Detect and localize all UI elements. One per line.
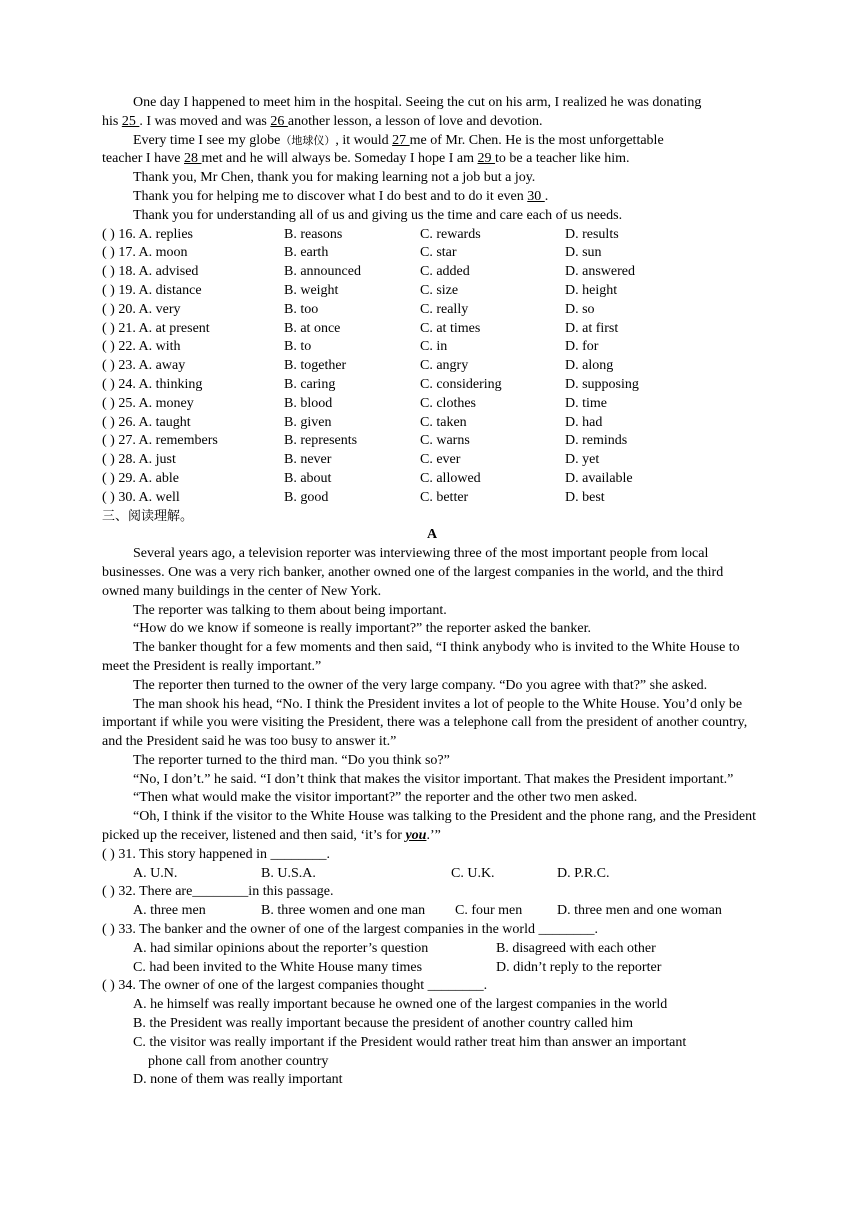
cloze-question: ( ) 21. A. at present B. at once C. at times D. at first — [102, 320, 619, 336]
blank-30: 30 — [527, 188, 545, 204]
reading-paragraph: The reporter then turned to the owner of the very large company. “Do you agree with that?” she asked. — [133, 677, 708, 693]
passage-line: One day I happened to meet him in the hospital. Seeing the cut on his arm, I realized he was donating — [133, 95, 702, 110]
passage-line: Every time I see my globe（地球仪）, it would 27 me of Mr. Chen. He is the most unforgettable — [133, 132, 664, 148]
option: A. had similar opinions about the reporter’s question — [133, 940, 429, 956]
reading-paragraph: “No, I don’t.” he said. “I don’t think that makes the visitor important. That makes the President important.” — [133, 771, 734, 787]
option: C. U.K. — [451, 865, 495, 881]
option: D. didn’t reply to the reporter — [496, 959, 662, 975]
emphasized-you: you — [405, 828, 427, 844]
cloze-question: ( ) 26. A. taught B. given C. taken D. had — [102, 414, 603, 430]
blank-28: 28 — [184, 151, 202, 167]
question-stem: ( ) 34. The owner of one of the largest companies thought ________. — [102, 978, 488, 994]
cloze-question: ( ) 18. A. advised B. announced C. added D. answered — [102, 264, 635, 280]
option: A. U.N. — [133, 865, 178, 881]
option: B. U.S.A. — [261, 865, 316, 881]
option: D. three men and one woman — [557, 903, 722, 919]
cloze-question: ( ) 22. A. with B. to C. in D. for — [102, 339, 599, 355]
reading-paragraph: The reporter was talking to them about being important. — [133, 602, 447, 618]
blank-29: 29 — [477, 151, 496, 167]
document-page — [102, 94, 762, 1090]
option: A. three men — [133, 903, 206, 919]
passage-line: teacher I have 28 met and he will always be. Someday I hope I am 29 to be a teacher like him. — [102, 151, 630, 167]
blank-25: 25 — [121, 113, 140, 129]
question-stem: ( ) 32. There are________in this passage. — [102, 884, 334, 900]
option: C. four men — [455, 903, 523, 919]
question-stem: ( ) 31. This story happened in ________. — [102, 846, 330, 862]
cloze-question: ( ) 28. A. just B. never C. ever D. yet — [102, 452, 600, 468]
reading-paragraph: The reporter turned to the third man. “Do you think so?” — [133, 752, 450, 768]
option: B. disagreed with each other — [496, 940, 656, 956]
question-options — [102, 902, 762, 921]
reading-paragraph: The banker thought for a few moments and then said, “I think anybody who is invited to the White House to meet the President is really important.” — [102, 640, 740, 674]
passage-line: his 25 . I was moved and was 26 another lesson, a lesson of love and devotion. — [102, 113, 543, 129]
reading-paragraph: Several years ago, a television reporter was interviewing three of the most important people from local businesses. One was a very rich banker, another owned one of the largest companies in the world, and the third owned many buildings in the center of New York. — [102, 546, 724, 599]
passage-line: Thank you, Mr Chen, thank you for making learning not a job but a joy. — [133, 170, 536, 186]
reading-paragraph: The man shook his head, “No. I think the President invites a lot of people to the White House. You’d only be important if while you were visiting the President, there was a telephone call from the president of another country, and the President said he was too busy to answer it.” — [102, 696, 748, 750]
cloze-question: ( ) 16. A. replies B. reasons C. rewards D. results — [102, 226, 619, 242]
option: B. three women and one man — [261, 903, 426, 919]
option-continuation: phone call from another country — [148, 1053, 329, 1069]
reading-paragraph: “How do we know if someone is really important?” the reporter asked the banker. — [133, 621, 591, 637]
cloze-question: ( ) 30. A. well B. good C. better D. best — [102, 489, 605, 505]
cloze-question: ( ) 19. A. distance B. weight C. size D. height — [102, 282, 618, 298]
blank-27: 27 — [392, 132, 410, 148]
option: C. the visitor was really important if the President would rather treat him than answer an important — [133, 1034, 687, 1050]
option: C. had been invited to the White House many times — [133, 959, 423, 975]
cloze-question-list — [102, 226, 762, 508]
cloze-question: ( ) 24. A. thinking B. caring C. considering D. supposing — [102, 376, 639, 392]
option: B. the President was really important because the president of another country called him — [133, 1016, 633, 1032]
blank-26: 26 — [270, 113, 288, 129]
question-options — [102, 865, 762, 884]
cloze-question: ( ) 25. A. money B. blood C. clothes D. time — [102, 395, 607, 411]
section-heading: 三、阅读理解。 — [102, 508, 194, 524]
passage-line: Thank you for understanding all of us and giving us the time and care each of us needs. — [133, 207, 623, 223]
question-options — [102, 959, 762, 978]
reading-paragraph: “Oh, I think if the visitor to the White House was talking to the President and the phone rang, and the President picked up the receiver, listened and then said, ‘it’s for you.’” — [102, 809, 756, 844]
question-options — [102, 940, 762, 959]
passage-title: A — [426, 527, 438, 543]
option: A. he himself was really important because he owned one of the largest companies in the world — [133, 997, 668, 1013]
question-stem: ( ) 33. The banker and the owner of one of the largest companies in the world ________. — [102, 922, 598, 938]
cloze-question: ( ) 29. A. able B. about C. allowed D. available — [102, 470, 633, 486]
option: D. none of them was really important — [133, 1072, 343, 1088]
passage-line: Thank you for helping me to discover what I do best and to do it even 30 . — [133, 188, 549, 204]
cloze-question: ( ) 23. A. away B. together C. angry D. along — [102, 358, 614, 374]
cloze-question: ( ) 20. A. very B. too C. really D. so — [102, 301, 595, 317]
globe-note: （地球仪） — [280, 133, 336, 147]
reading-paragraph: “Then what would make the visitor important?” the reporter and the other two men asked. — [133, 790, 638, 806]
cloze-question: ( ) 17. A. moon B. earth C. star D. sun — [102, 245, 602, 261]
option: D. P.R.C. — [557, 865, 610, 881]
cloze-question: ( ) 27. A. remembers B. represents C. warns D. reminds — [102, 433, 628, 449]
